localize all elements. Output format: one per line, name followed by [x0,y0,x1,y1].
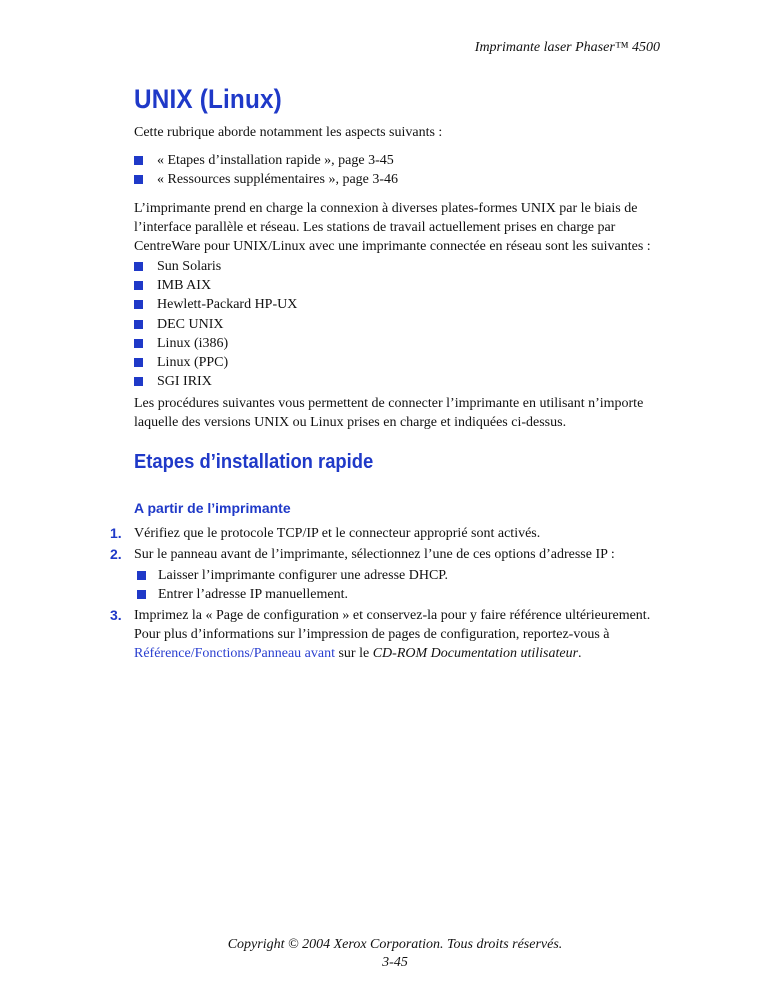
square-bullet-icon [137,571,146,580]
square-bullet-icon [134,339,143,348]
square-bullet-icon [134,358,143,367]
option-text: Laisser l’imprimante configurer une adresse DHCP. [158,568,449,583]
platform-name: Linux (PPC) [157,355,229,371]
link-connector-text: sur le [338,646,370,661]
step-3 [110,606,670,663]
platform-name: Sun Solaris [157,259,222,274]
list-item [134,257,297,276]
list-item [134,566,670,585]
step-number: 3. [110,607,122,623]
list-item [134,353,297,372]
list-item [134,585,670,604]
step-1 [110,524,670,543]
running-header: Imprimante laser Phaser™ 4500 [474,40,660,55]
list-item [134,372,297,391]
list-item [134,170,398,189]
step-text: Vérifiez que le protocole TCP/IP et le connecteur approprié sont activés. [134,526,541,541]
topic-link-install[interactable]: « Etapes d’installation rapide », page 3-45 [157,153,394,168]
list-item [134,295,297,314]
section-heading: Etapes d’installation rapide [134,451,374,473]
square-bullet-icon [137,590,146,599]
platform-list [134,257,297,391]
square-bullet-icon [134,300,143,309]
subsection-heading: A partir de l’imprimante [134,500,291,516]
square-bullet-icon [134,320,143,329]
list-item [134,151,398,170]
footer-copyright: Copyright © 2004 Xerox Corporation. Tous droits réservés. [227,937,563,952]
step-text-continued: Pour plus d’informations sur l’impression de pages de configuration, reportez-vous à [134,627,610,642]
cdrom-title: CD-ROM Documentation utilisateur [372,646,579,661]
topic-list [134,151,398,189]
step-number: 1. [110,525,122,541]
ip-options-list [134,566,670,604]
reference-link[interactable]: Référence/Fonctions/Panneau avant [134,646,335,661]
option-text: Entrer l’adresse IP manuellement. [158,587,348,602]
square-bullet-icon [134,377,143,386]
sentence-end: . [578,646,582,661]
square-bullet-icon [134,175,143,184]
list-item [134,315,297,334]
step-number: 2. [110,546,122,562]
square-bullet-icon [134,281,143,290]
intro-paragraph: Cette rubrique aborde notamment les aspects suivants : [134,125,443,140]
platform-name: Hewlett-Packard HP-UX [157,297,298,313]
platform-name: IMB AIX [157,278,212,294]
step-2 [110,545,670,604]
platform-name: DEC UNIX [157,316,224,332]
topic-link-resources[interactable]: « Ressources supplémentaires », page 3-46 [157,172,399,188]
support-paragraph: L’imprimante prend en charge la connexion à diverses plates-formes UNIX par le biais de l’interface parallèle et réseau. Les stations de travail actuellement prises en charge par CentreWare pour UNIX/Linux avec une imprimante connectée en réseau sont les suivantes : [134,201,651,254]
list-item [134,276,297,295]
page-number: 3-45 [382,955,408,970]
platform-name: Linux (i386) [157,335,229,351]
step-text: Imprimez la « Page de configuration » et conservez-la pour y faire référence ultérieurement. [134,608,651,623]
square-bullet-icon [134,262,143,271]
list-item [134,334,297,353]
page-title: UNIX (Linux) [134,84,282,114]
procedures-paragraph: Les procédures suivantes vous permettent de connecter l’imprimante en utilisant n’importe laquelle des versions UNIX ou Linux prises en charge et indiquées ci-dessus. [134,396,644,430]
platform-name: SGI IRIX [157,374,212,390]
step-text: Sur le panneau avant de l’imprimante, sélectionnez l’une de ces options d’adresse IP : [134,547,615,562]
install-steps [110,524,670,665]
square-bullet-icon [134,156,143,165]
